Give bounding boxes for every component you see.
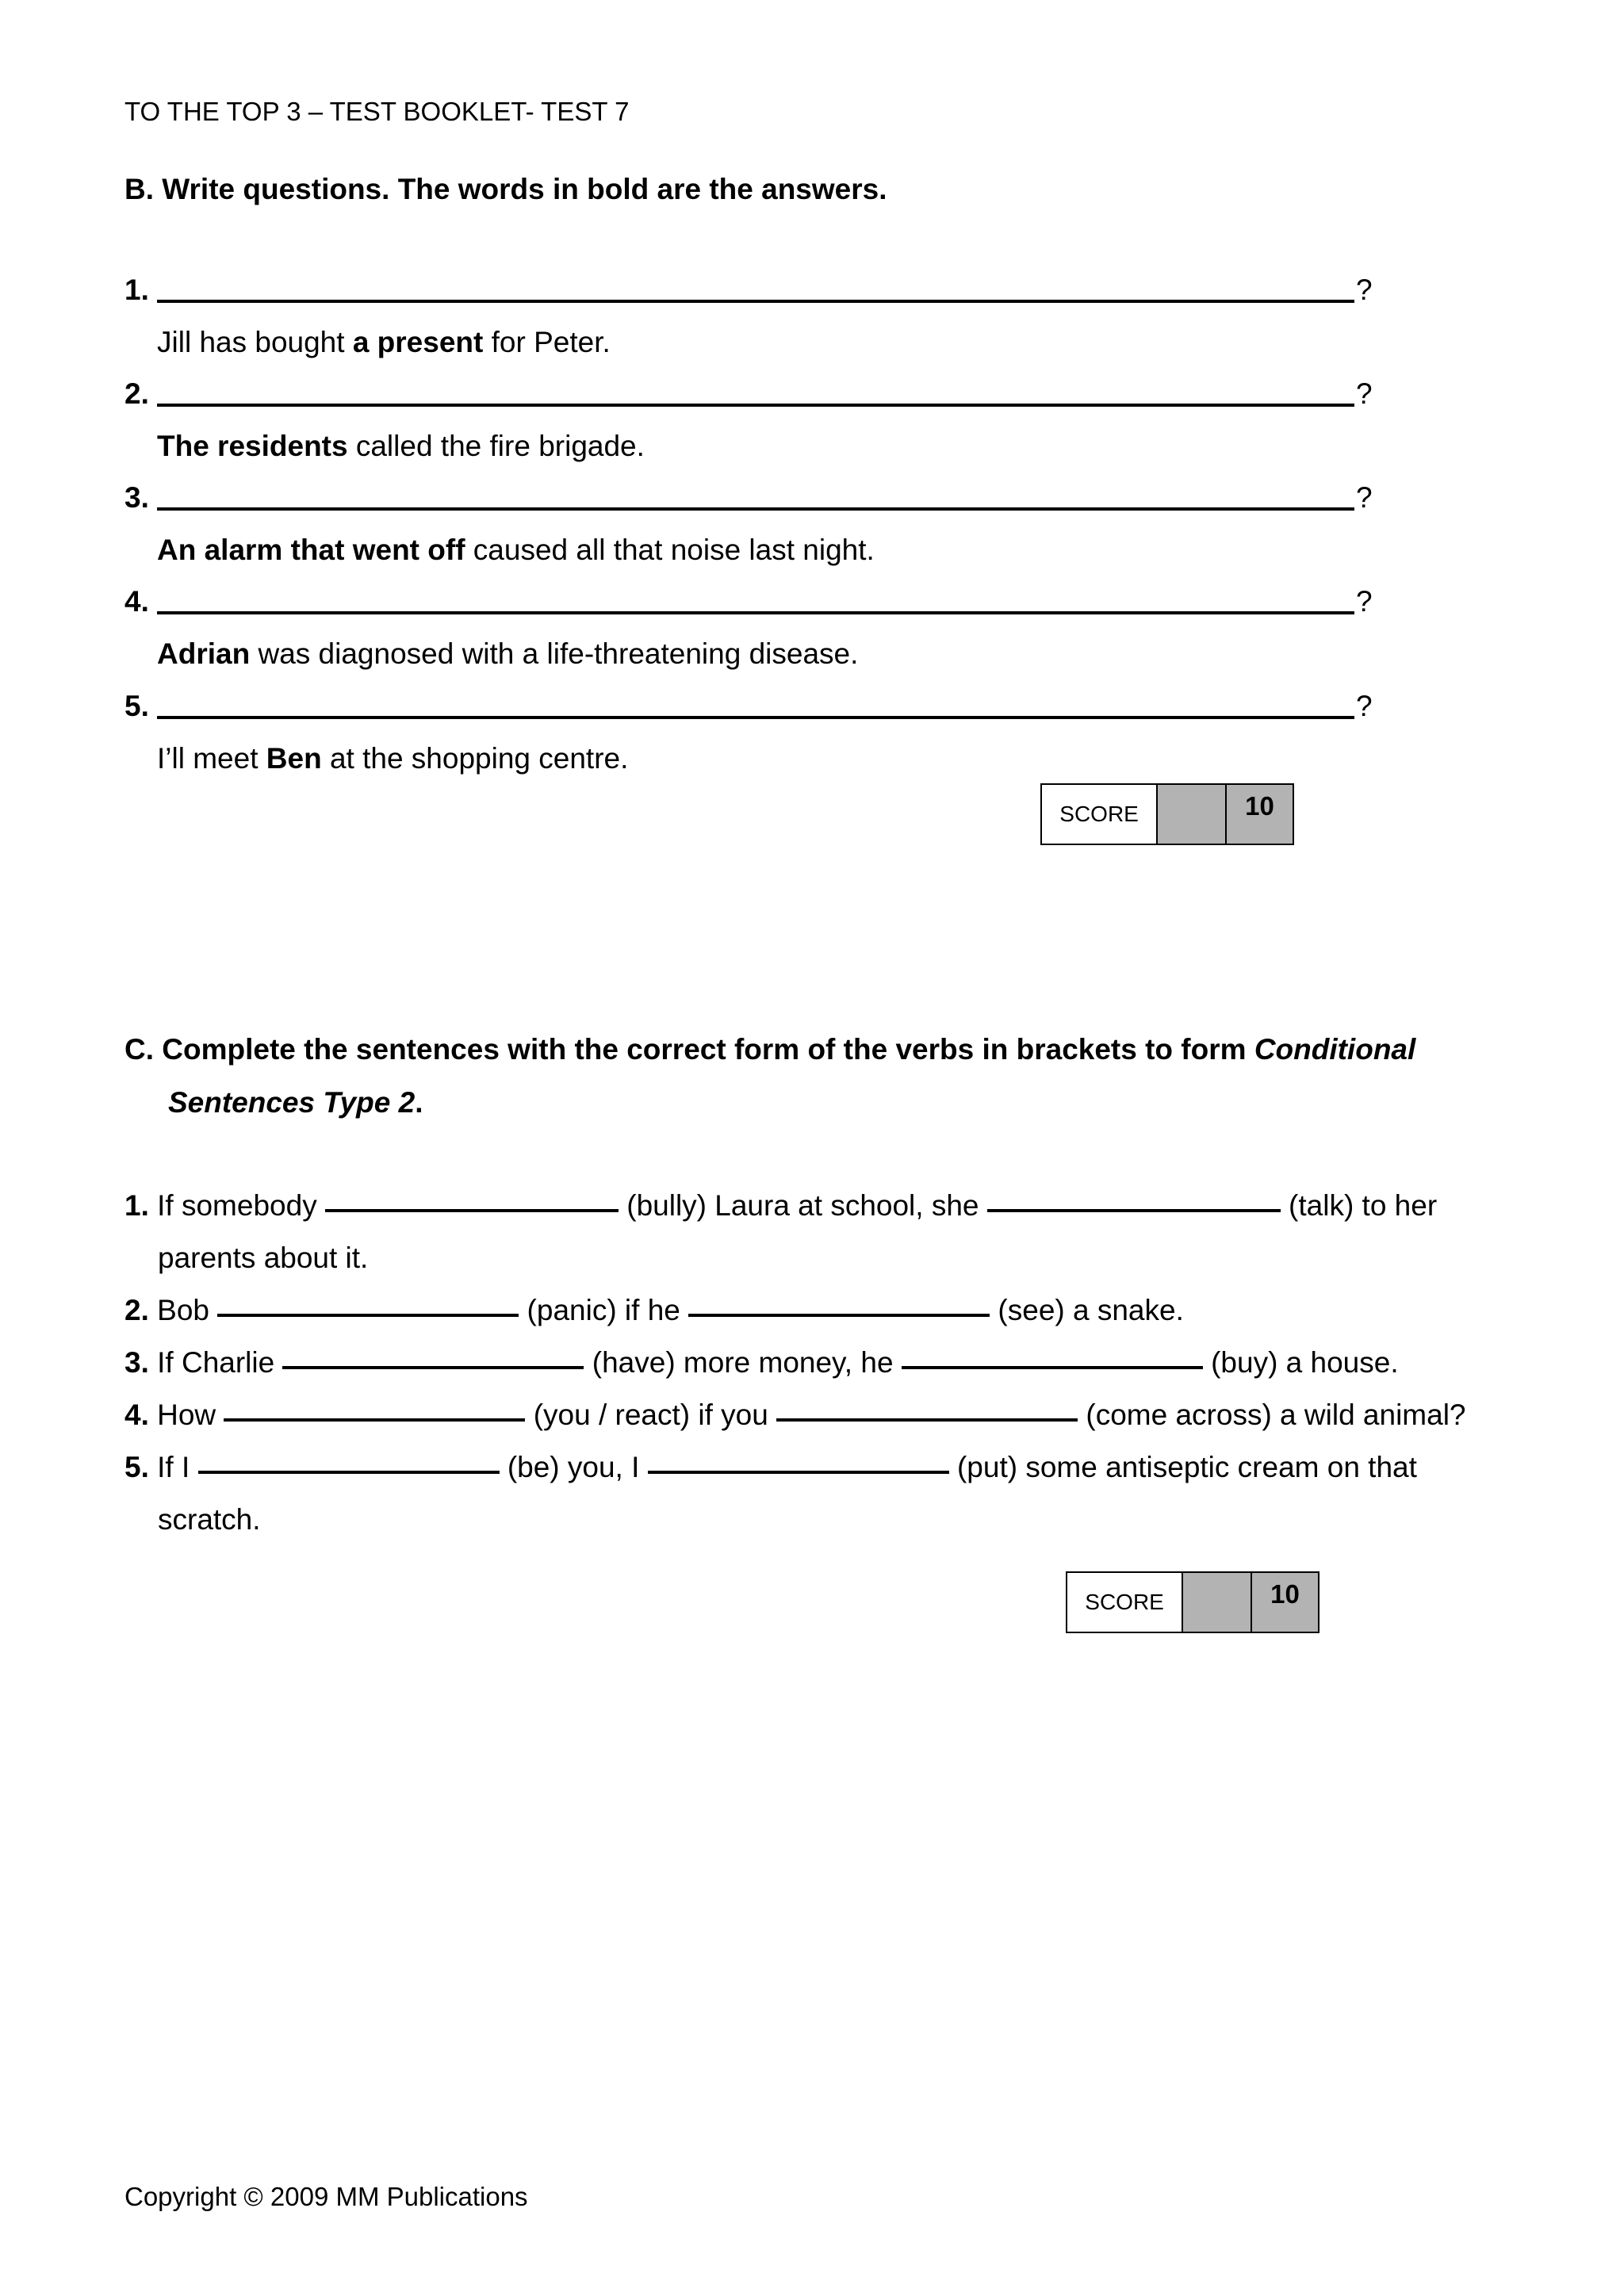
answer-text: Adrian was diagnosed with a life-threatening disease. <box>157 637 859 670</box>
item-number: 5. <box>124 690 149 722</box>
section-c-item-5-cont: scratch. <box>158 1503 261 1536</box>
section-c-item-1: 1. If somebody (bully) Laura at school, she (talk) to her <box>124 1189 1438 1222</box>
section-c-score-box <box>1066 1571 1320 1633</box>
score-label: SCORE <box>1042 785 1158 844</box>
answer-text: Jill has bought a present for Peter. <box>157 326 611 358</box>
section-c-instruction: C. Complete the sentences with the correct form of the verbs in brackets to form Conditional <box>124 1033 1416 1066</box>
section-c-item-3: 3. If Charlie (have) more money, he (buy) a house. <box>124 1346 1399 1379</box>
score-max: 10 <box>1227 785 1293 844</box>
question-answer-line[interactable] <box>157 404 1354 407</box>
question-mark: ? <box>1356 377 1373 410</box>
answer-text: The residents called the fire brigade. <box>157 430 645 462</box>
score-max: 10 <box>1252 1573 1318 1632</box>
copyright-footer: Copyright © 2009 MM Publications <box>124 2182 528 2211</box>
score-label: SCORE <box>1067 1573 1183 1632</box>
blank-field[interactable] <box>224 1418 525 1422</box>
score-input-cell[interactable] <box>1158 785 1227 844</box>
question-answer-line[interactable] <box>157 507 1354 511</box>
section-c-item-2: 2. Bob (panic) if he (see) a snake. <box>124 1294 1184 1326</box>
blank-field[interactable] <box>688 1314 990 1317</box>
question-mark: ? <box>1356 690 1373 722</box>
section-c-instruction-cont: Sentences Type 2. <box>168 1086 423 1119</box>
page-header: TO THE TOP 3 – TEST BOOKLET- TEST 7 <box>124 97 630 126</box>
blank-field[interactable] <box>776 1418 1078 1422</box>
section-b-instruction: B. Write questions. The words in bold are the answers. <box>124 173 887 205</box>
section-c-item-1-cont: parents about it. <box>158 1242 369 1274</box>
blank-field[interactable] <box>325 1209 619 1212</box>
blank-field[interactable] <box>648 1471 949 1474</box>
question-answer-line[interactable] <box>157 716 1354 719</box>
question-mark: ? <box>1356 481 1373 514</box>
section-c-item-5: 5. If I (be) you, I (put) some antiseptic cream on that <box>124 1451 1417 1483</box>
answer-text: An alarm that went off caused all that noise last night. <box>157 534 875 566</box>
question-mark: ? <box>1356 274 1373 306</box>
section-c-item-4: 4. How (you / react) if you (come across) a wild animal? <box>124 1399 1466 1431</box>
section-b-score-box <box>1040 783 1294 845</box>
blank-field[interactable] <box>198 1471 500 1474</box>
item-number: 2. <box>124 377 149 410</box>
item-number: 4. <box>124 585 149 618</box>
answer-text: I’ll meet Ben at the shopping centre. <box>157 742 629 775</box>
blank-field[interactable] <box>987 1209 1281 1212</box>
question-answer-line[interactable] <box>157 611 1354 614</box>
blank-field[interactable] <box>282 1366 584 1369</box>
blank-field[interactable] <box>902 1366 1203 1369</box>
blank-field[interactable] <box>217 1314 519 1317</box>
score-input-cell[interactable] <box>1183 1573 1252 1632</box>
item-number: 3. <box>124 481 149 514</box>
question-mark: ? <box>1356 585 1373 618</box>
item-number: 1. <box>124 274 149 306</box>
question-answer-line[interactable] <box>157 300 1354 303</box>
